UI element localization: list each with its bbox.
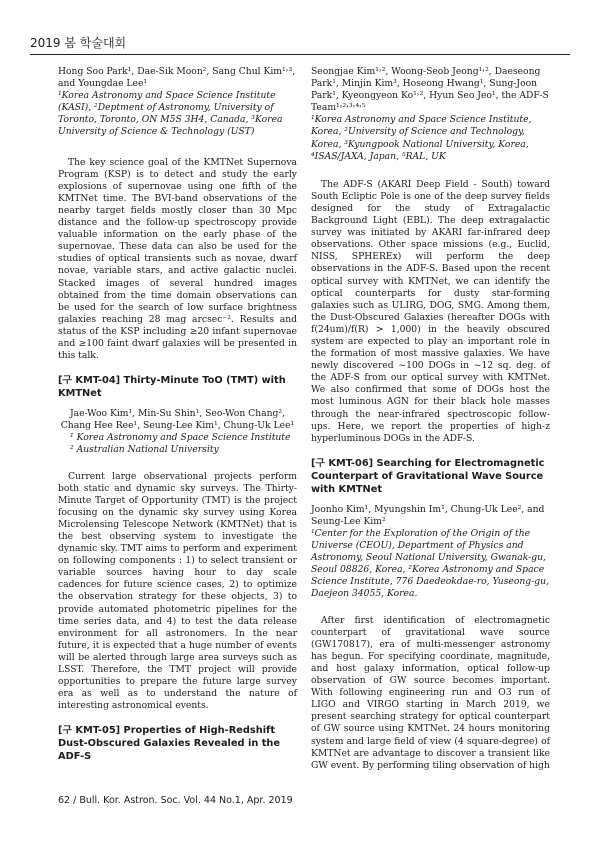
journal-header: 2019 봄 학술대회 bbox=[30, 36, 127, 50]
abstract-4-body: After first identification of electromagnetic counterpart of gravitational wave source (GW170817), era of multi-messenger astronomy has begun. For specifying coordinate, magnitude, and host galaxy information, optical follow-up observation of GW source becomes important. With following engineering run and O3 run of LIGO and VIRGO starting in March 2019, we present searching strategy for optical counterpart of GW source using KMTNet. 24 hours monitoring system and large field of view (4 square-degree) of KMTNet are advantage to discover a transient like GW event. By performing tiling observation of high bbox=[311, 614, 550, 771]
abstract-2-body: Current large observational projects perform both static and dynamic sky surveys. The Thirty-Minute Target of Opportunity (TMT) is the project focusing on the dynamic sky survey using Korea Microlensing Telescope Network (KMTNet) that is the best observing system to investigate the dynamic sky. TMT aims to perform and experiment on following components : 1) to select transient or variable sources having hour to day scale cadences for future science cases, 2) to optimize the observation strategy for these objects, 3) to provide automated photometric pipelines for the time series data, and 4) to test the data release environment for all astronomers. In the near future, it is expected that a huge number of events will be alerted through large area surveys such as LSST. Therefore, the TMT project will provide opportunities to prepare the future large survey era as well as to understand the nature of interesting astronomical events. bbox=[58, 470, 297, 712]
abstract-2-authors: Jae-Woo Kim¹, Min-Su Shin¹, Seo-Won Chang², Chang Hee Ree¹, Seung-Lee Kim¹, Chung-Uk Lee¹ bbox=[60, 408, 295, 432]
abstract-4-title: [구 KMT-06] Searching for Electromagnetic Counterpart of Gravitational Wave Source with KMTNet bbox=[311, 457, 545, 495]
header-divider bbox=[30, 54, 570, 55]
abstract-1-authors: Hong Soo Park¹, Dae-Sik Moon², Sang Chul Kim¹˒³, and Youngdae Lee¹ bbox=[58, 66, 296, 90]
right-column bbox=[311, 66, 550, 772]
abstract-3-body: The ADF-S (AKARI Deep Field - South) toward South Ecliptic Pole is one of the deep survey fields designed for the study of Extragalactic Background Light (EBL). The deep extragalactic survey was initiated by AKARI far-infrared deep observations. Other space missions (e.g., Euclid, NISS, SPHEREx) will perform the deep observations in the ADF-S. Based upon the recent optical survey with KMTNet, we can identify the optical counterparts for dusty star-forming galaxies such as ULIRG, DOG, SMG. Among them, the Dust-Obscured Galaxies (hereafter DOGs with f(24um)/f(R) > 1,000) in the heavily obscured system are expected to play an important role in the formation of most massive galaxies. We have newly discovered ~100 DOGs in ~12 sq. deg. of the ADF-S from our optical survey with KMTNet. We also confirmed that some of DOGs host the most luminous AGN for their black hole masses through the near-infrared spectroscopic follow-ups. Here, we report the properties of high-z hyperluminous DOGs in the ADF-S. bbox=[311, 178, 550, 444]
abstract-3-title: [구 KMT-05] Properties of High-Redshift Dust-Obscured Galaxies Revealed in the ADF-S bbox=[58, 725, 281, 763]
left-column bbox=[58, 66, 297, 771]
abstract-3-affiliations: ¹Korea Astronomy and Space Science Institute, Korea, ²University of Science and Technology, Korea, ³Kyungpook National University, Korea, ⁴ISAS/JAXA, Japan, ⁵RAL, UK bbox=[311, 114, 532, 162]
abstract-3-authors: Seongjae Kim¹˒², Woong-Seob Jeong¹˒², Daeseong Park¹, Minjin Kim³, Hoseong Hwang¹, Sung-Joon Park¹, Kyeongyeon Ko¹˒², Hyun Seo Jeo¹, the ADF-S Team¹˒²˒³˒⁴˒⁵ bbox=[311, 66, 549, 114]
abstract-1-affiliations: ¹Korea Astronomy and Space Science Institute (KASI), ²Deptment of Astronomy, University of Toronto, Toronto, ON M5S 3H4, Canada, ³Korea University of Science & Technology (UST) bbox=[58, 90, 283, 138]
page-footer: 62 / Bull. Kor. Astron. Soc. Vol. 44 No.1, Apr. 2019 bbox=[58, 795, 293, 806]
abstract-2-title: [구 KMT-04] Thirty-Minute ToO (TMT) with KMTNet bbox=[58, 375, 286, 400]
abstract-4-affiliations: ¹Center for the Exploration of the Origin of the Universe (CEOU), Department of Physics and Astronomy, Seoul National University, Gwanak-gu, Seoul 08826, Korea, ²Korea Astronomy and Space Science Institute, 776 Daedeokdae-ro, Yuseong-gu, Daejeon 34055, Korea. bbox=[311, 528, 550, 600]
abstract-1-body: The key science goal of the KMTNet Supernova Program (KSP) is to detect and study the early explosions of supernovae using one fifth of the KMTNet time. The BVI-band observations of the nearby target fields mostly closer than 30 Mpc distance and the follow-up spectroscopy provide valuable information on the early phase of the supernovae. These data can also be used for the studies of optical transients such as novae, dwarf novae, variable stars, and active galactic nuclei. Stacked images of several hundred images obtained from the time domain observations can be used for the search of low surface brightness galaxies reaching 28 mag arcsec⁻². Results and status of the KSP including ≥20 infant supernovae and ≥100 faint dwarf galaxies will be presented in this talk. bbox=[58, 156, 297, 362]
abstract-4-authors: Joonho Kim¹, Myungshin Im¹, Chung-Uk Lee², and Seung-Lee Kim² bbox=[311, 503, 545, 527]
abstract-2-affiliation-1: ¹ Korea Astronomy and Space Science Institute bbox=[70, 432, 291, 444]
abstract-2-affiliation-2: ² Australian National University bbox=[70, 444, 219, 456]
